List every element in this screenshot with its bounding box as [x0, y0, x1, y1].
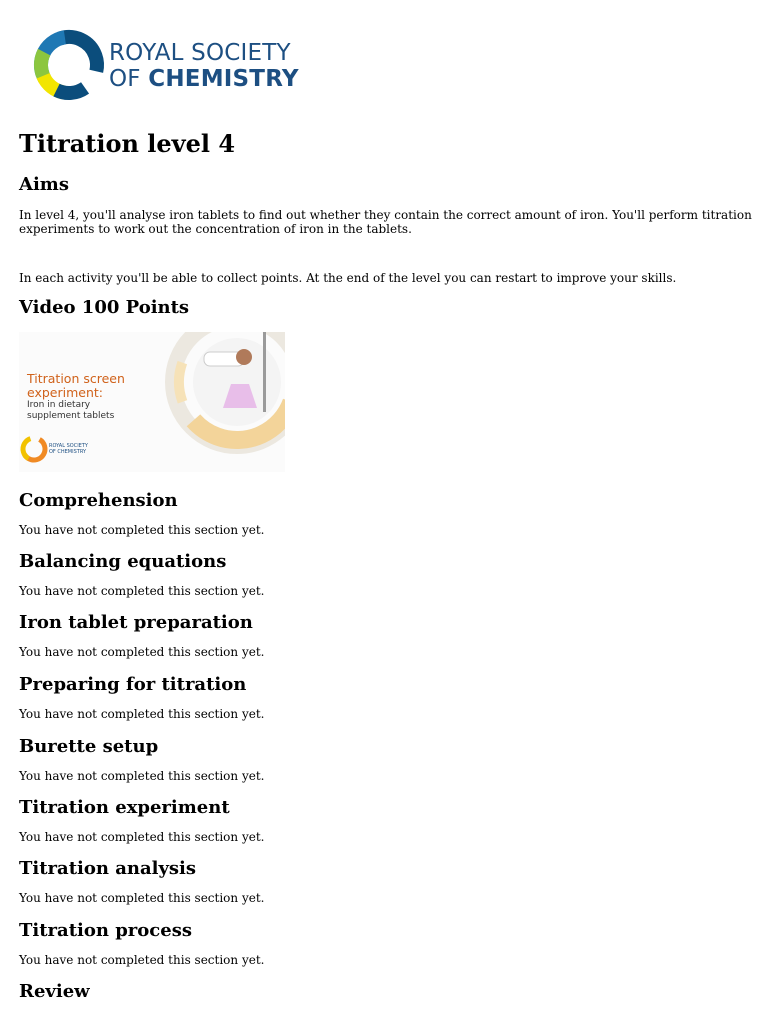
aims-paragraph-2: In each activity you'll be able to collect points. At the end of the level you can restart to improve your skills.	[19, 271, 677, 285]
video-heading: Video 100 Points	[19, 297, 190, 318]
rsc-logo	[29, 24, 329, 106]
logo-text-of: OF	[109, 66, 141, 92]
section-status: You have not completed this section yet.	[19, 769, 265, 783]
rsc-logo-mark-icon	[29, 24, 109, 106]
aims-heading: Aims	[19, 174, 69, 195]
thumbnail-subtitle-line1: Iron in dietary	[27, 400, 91, 410]
page-title: Titration level 4	[19, 129, 236, 158]
thumbnail-mini-logo-text	[49, 443, 88, 455]
section-status: You have not completed this section yet.	[19, 891, 265, 905]
section-status: You have not completed this section yet.	[19, 584, 265, 598]
section-heading: Iron tablet preparation	[19, 612, 253, 633]
section-status: You have not completed this section yet.	[19, 953, 265, 967]
section-heading: Balancing equations	[19, 551, 227, 572]
section-heading: Review	[19, 981, 90, 1002]
logo-text-line1: ROYAL SOCIETY	[109, 40, 291, 66]
thumbnail-mini-logo-line2: OF CHEMISTRY	[49, 449, 87, 455]
section-heading: Titration process	[19, 920, 192, 941]
thumbnail-title	[27, 372, 125, 400]
aims-paragraph-1: In level 4, you'll analyse iron tablets to find out whether they contain the correct amount of iron. You'll perform titration experiments to work out the concentration of iron in the tablets.	[19, 208, 752, 236]
thumbnail-mini-logo-line1: ROYAL SOCIETY	[49, 443, 88, 449]
section-heading: Burette setup	[19, 736, 159, 757]
thumbnail-subtitle	[27, 400, 114, 422]
video-thumbnail[interactable]	[19, 332, 285, 472]
thumbnail-title-line2: experiment:	[27, 385, 104, 400]
logo-text-chemistry: CHEMISTRY	[148, 66, 299, 92]
logo-text-line2	[109, 66, 299, 92]
section-heading: Comprehension	[19, 490, 178, 511]
thumbnail-subtitle-line2: supplement tablets	[27, 411, 115, 421]
section-status: You have not completed this section yet.	[19, 830, 265, 844]
section-status: You have not completed this section yet.	[19, 523, 265, 537]
section-status: You have not completed this section yet.	[19, 645, 265, 659]
section-heading: Titration analysis	[19, 858, 197, 879]
section-heading: Titration experiment	[19, 797, 230, 818]
section-heading: Preparing for titration	[19, 674, 247, 695]
thumbnail-title-line1: Titration screen	[27, 371, 125, 386]
section-status: You have not completed this section yet.	[19, 707, 265, 721]
